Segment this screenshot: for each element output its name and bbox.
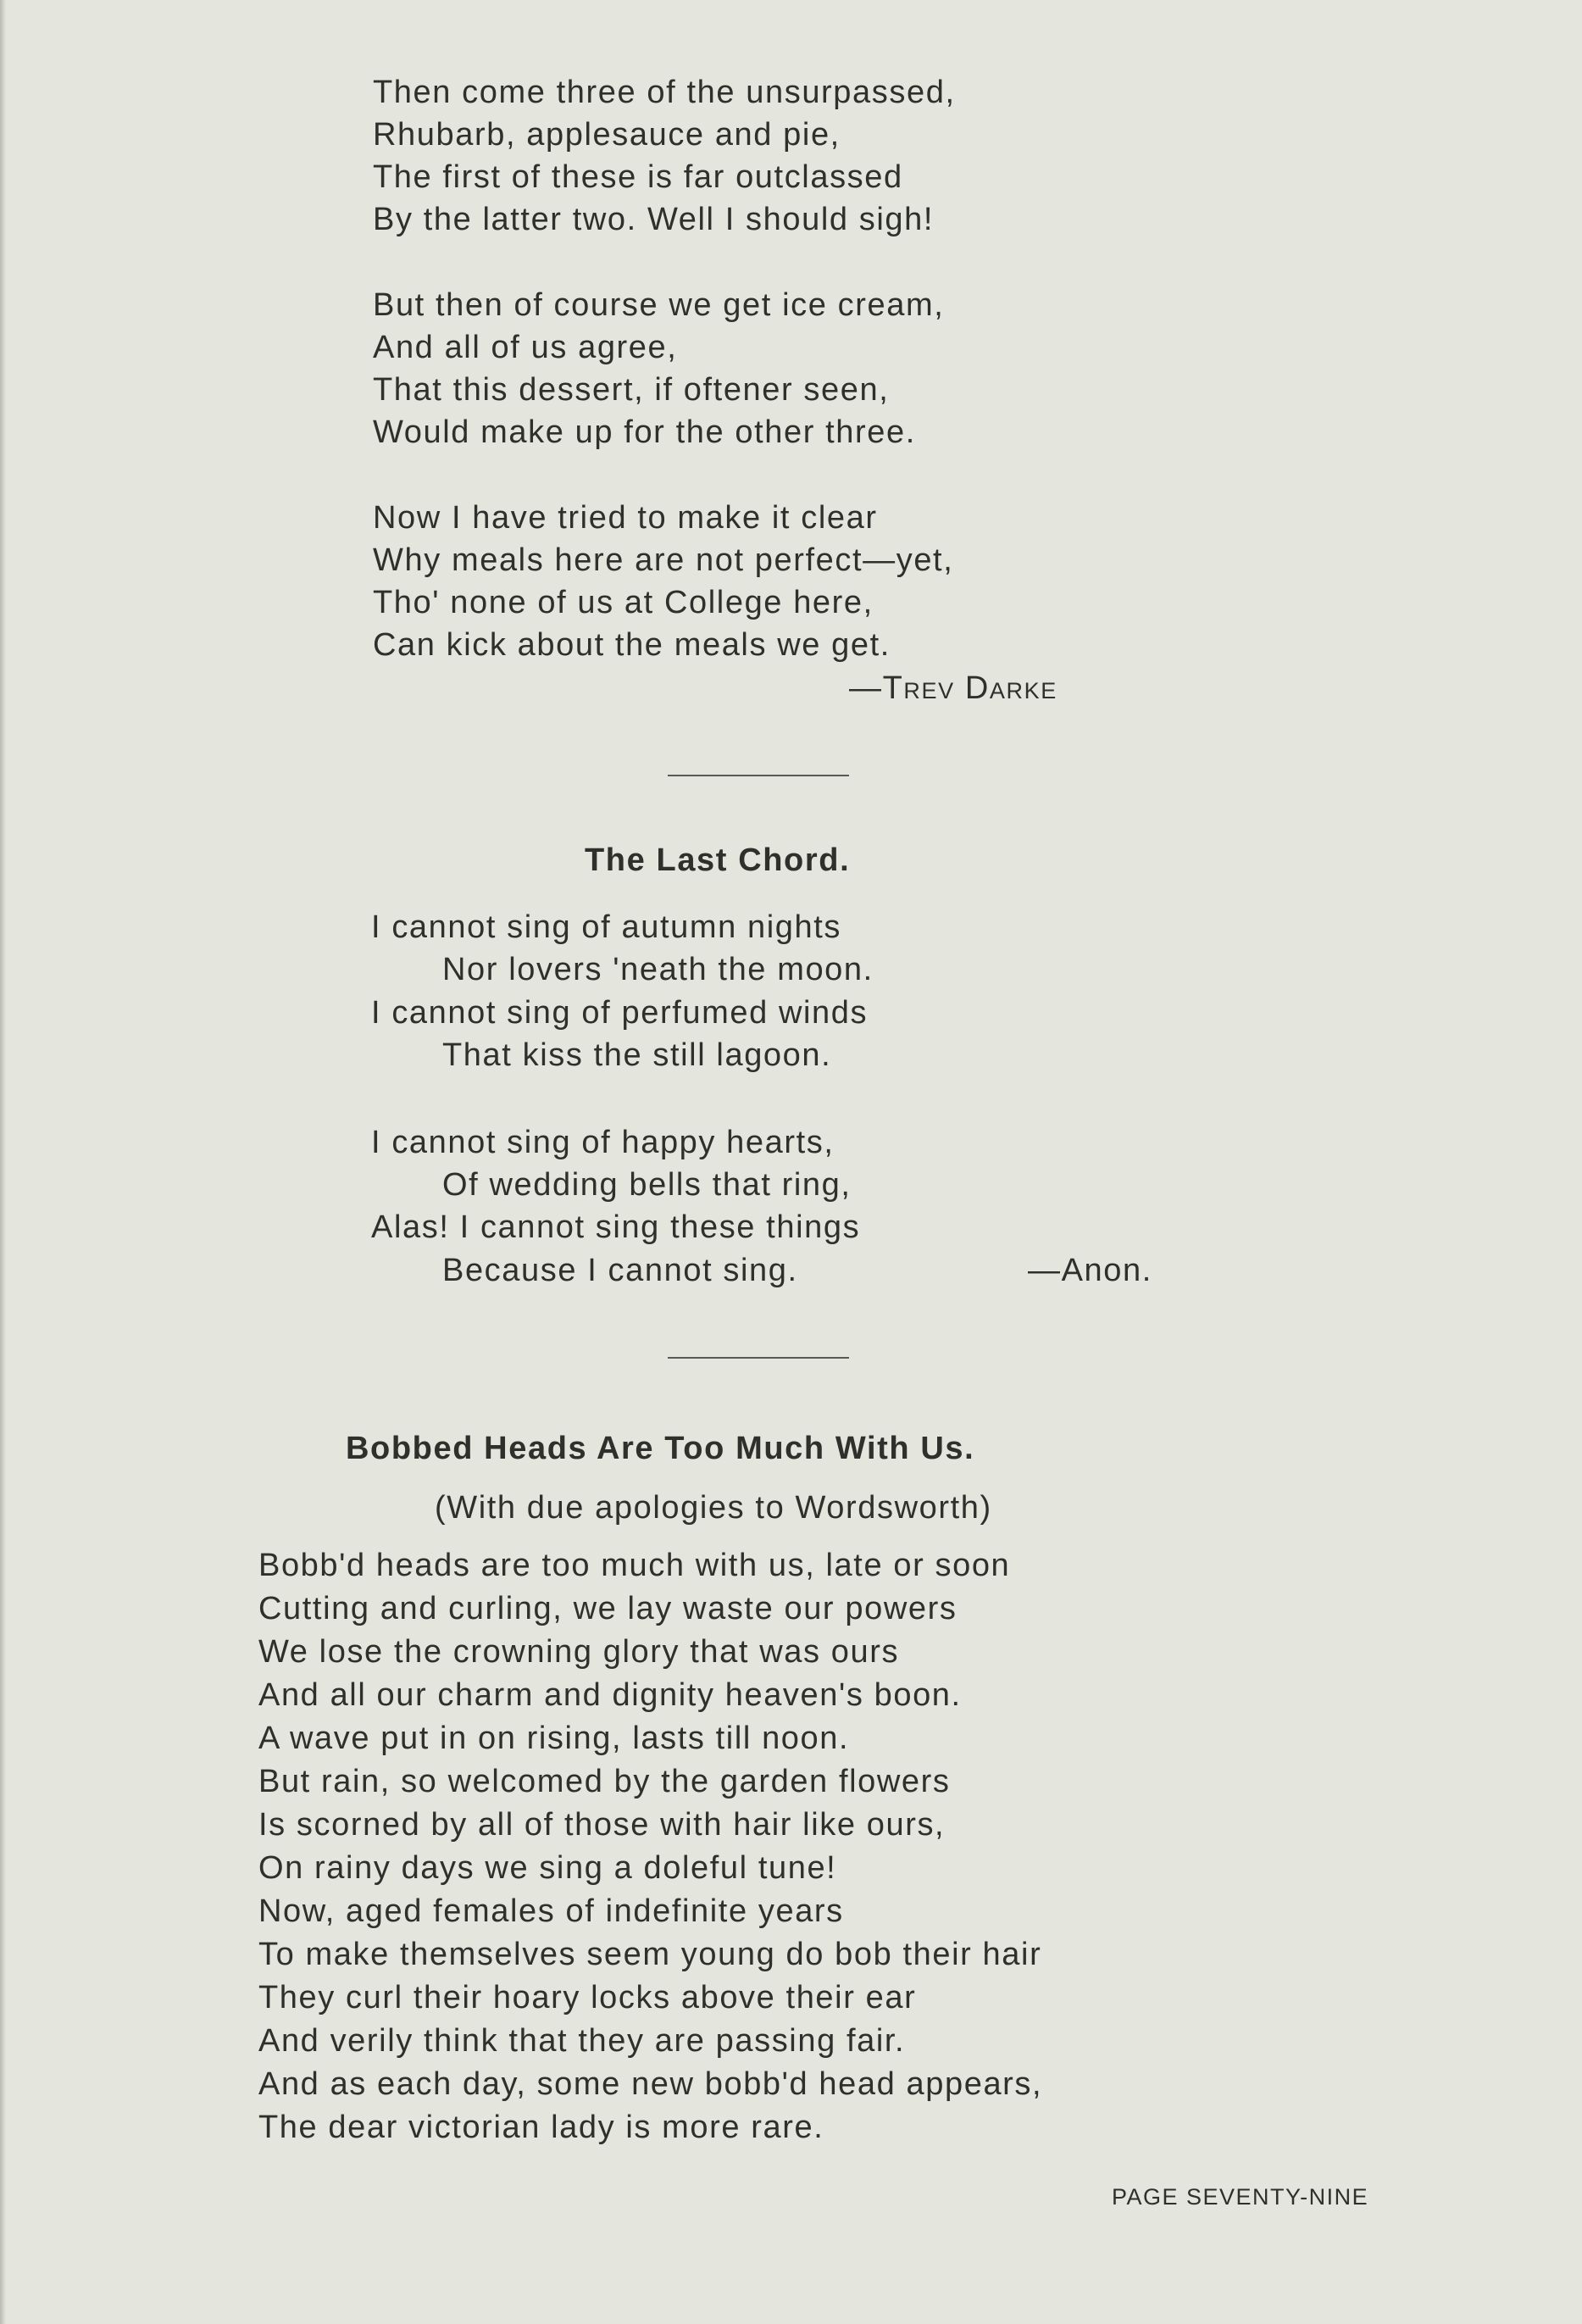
- poem-line: And verily think that they are passing fair.: [258, 2023, 906, 2059]
- poem-line: Bobb'd heads are too much with us, late or soon: [258, 1548, 1011, 1583]
- poem-line: And as each day, some new bobb'd head appears,: [258, 2066, 1043, 2102]
- poem-line: And all our charm and dignity heaven's boon.: [258, 1677, 962, 1713]
- poem-line: Tho' none of us at College here,: [373, 585, 874, 620]
- poem-line: The first of these is far outclassed: [373, 159, 903, 195]
- page-edge-shadow: [0, 0, 6, 2324]
- poem-line: I cannot sing of autumn nights: [371, 909, 841, 945]
- poem-line: On rainy days we sing a doleful tune!: [258, 1850, 837, 1886]
- poem-line: Now, aged females of indefinite years: [258, 1893, 844, 1929]
- poem-line: By the latter two. Well I should sigh!: [373, 202, 935, 237]
- poem-line: To make themselves seem young do bob their hair: [258, 1937, 1042, 1972]
- poem-line: Why meals here are not perfect—yet,: [373, 542, 954, 578]
- poem-line: They curl their hoary locks above their ear: [258, 1980, 917, 2015]
- poem-line: Would make up for the other three.: [373, 414, 916, 450]
- poem-line: But rain, so welcomed by the garden flowers: [258, 1764, 951, 1799]
- poem-signature: —Trev Darke: [849, 670, 1057, 706]
- poem-line: Cutting and curling, we lay waste our powers: [258, 1591, 958, 1626]
- poem-line: A wave put in on rising, lasts till noon.: [258, 1721, 850, 1756]
- poem-line: That this dessert, if oftener seen,: [373, 372, 890, 408]
- poem-line: We lose the crowning glory that was ours: [258, 1634, 900, 1670]
- poem-title: Bobbed Heads Are Too Much With Us.: [346, 1431, 975, 1466]
- poem-line: But then of course we get ice cream,: [373, 287, 945, 323]
- poem-line: Of wedding bells that ring,: [442, 1167, 852, 1203]
- poem-subtitle: (With due apologies to Wordsworth): [435, 1490, 992, 1526]
- section-divider: [668, 1357, 849, 1359]
- poem-title: The Last Chord.: [585, 842, 851, 878]
- poem-line: I cannot sing of happy hearts,: [371, 1125, 835, 1160]
- poem-line: Because I cannot sing.: [442, 1253, 798, 1288]
- poem-line: Now I have tried to make it clear: [373, 500, 878, 536]
- poem-signature: —Anon.: [1028, 1253, 1152, 1288]
- poem-line: I cannot sing of perfumed winds: [371, 995, 869, 1031]
- poem-line: Rhubarb, applesauce and pie,: [373, 117, 841, 153]
- poem-line: That kiss the still lagoon.: [442, 1037, 832, 1073]
- section-divider: [668, 775, 849, 776]
- poem-line: Is scorned by all of those with hair like ours,: [258, 1807, 946, 1843]
- poem-line: And all of us agree,: [373, 330, 678, 365]
- poem-line: Alas! I cannot sing these things: [371, 1209, 861, 1245]
- poem-line: Nor lovers 'neath the moon.: [442, 952, 874, 987]
- poem-line: The dear victorian lady is more rare.: [258, 2110, 824, 2145]
- page-number: PAGE SEVENTY-NINE: [1112, 2184, 1369, 2210]
- poem-line: Then come three of the unsurpassed,: [373, 75, 956, 110]
- poem-line: Can kick about the meals we get.: [373, 627, 891, 663]
